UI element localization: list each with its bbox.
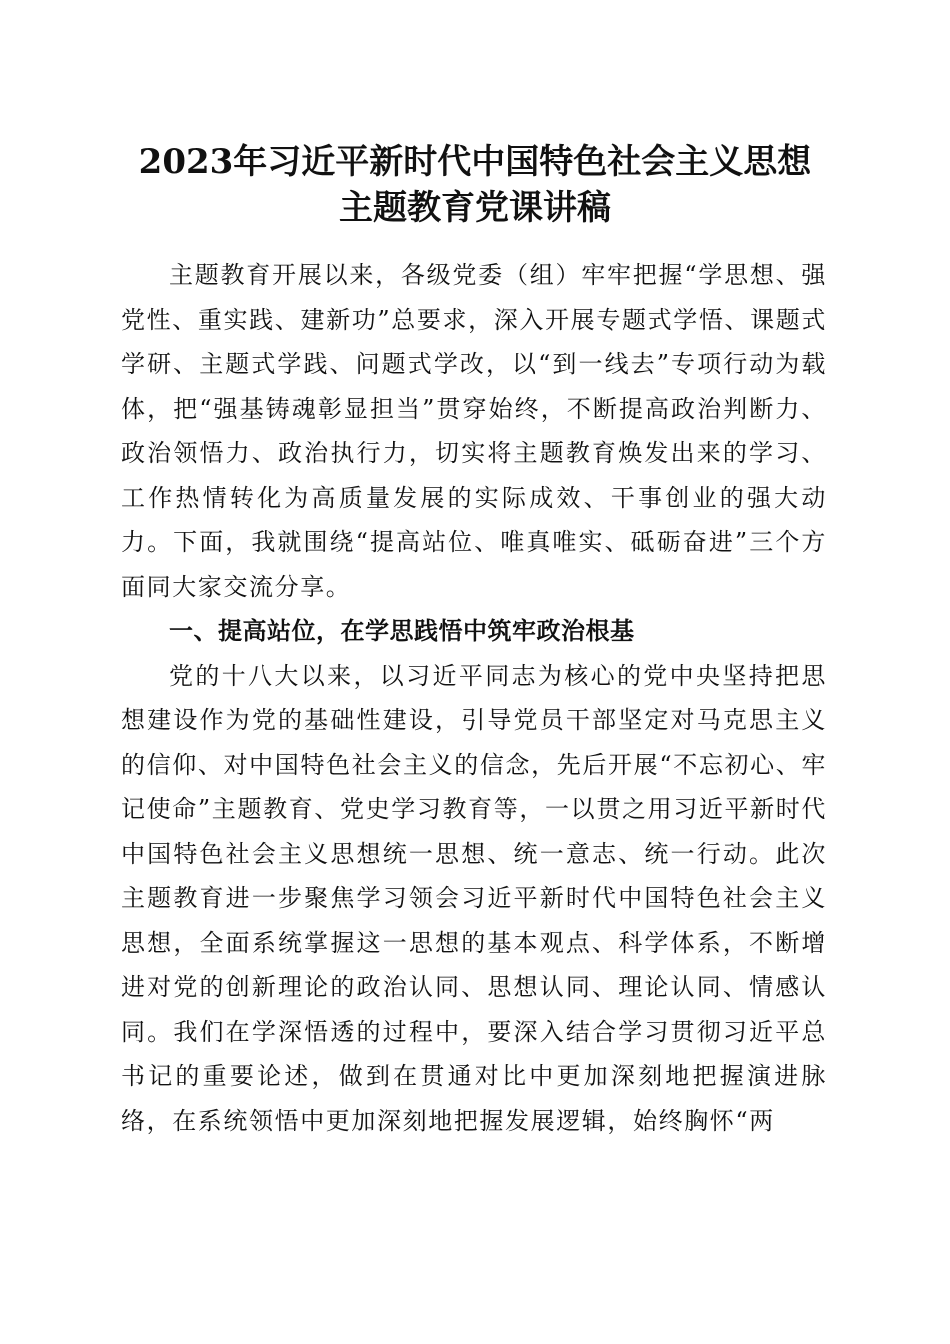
document-body xyxy=(121,253,827,1143)
title-line-2: 主题教育党课讲稿 xyxy=(339,188,611,228)
title-line-1: 2023年习近平新时代中国特色社会主义思想 xyxy=(138,142,812,182)
paragraph-section-1: 党的十八大以来，以习近平同志为核心的党中央坚持把思想建设作为党的基础性建设，引导党员干部坚定对马克思主义的信仰、对中国特色社会主义的信念，先后开展“不忘初心、牢记使命”主题教育、党史学习教育等，一以贯之用习近平新时代中国特色社会主义思想统一思想、统一意志、统一行动。此次主题教育进一步聚焦学习领会习近平新时代中国特色社会主义思想，全面系统掌握这一思想的基本观点、科学体系，不断增进对党的创新理论的政治认同、思想认同、理论认同、情感认同。我们在学深悟透的过程中，要深入结合学习贯彻习近平总书记的重要论述，做到在贯通对比中更加深刻地把握演进脉络，在系统领悟中更加深刻地把握发展逻辑，始终胸怀“两 xyxy=(121,661,827,1135)
document-title xyxy=(0,139,950,231)
paragraph-intro: 主题教育开展以来，各级党委（组）牢牢把握“学思想、强党性、重实践、建新功”总要求，深入开展专题式学悟、课题式学研、主题式学践、问题式学改，以“到一线去”专项行动为载体，把“强基铸魂彰显担当”贯穿始终，不断提高政治判断力、政治领悟力、政治执行力，切实将主题教育焕发出来的学习、工作热情转化为高质量发展的实际成效、干事创业的强大动力。下面，我就围绕“提高站位、唯真唯实、砥砺奋进”三个方面同大家交流分享。 xyxy=(121,261,827,601)
section-heading-1: 一、提高站位，在学思践悟中筑牢政治根基 xyxy=(169,617,635,645)
